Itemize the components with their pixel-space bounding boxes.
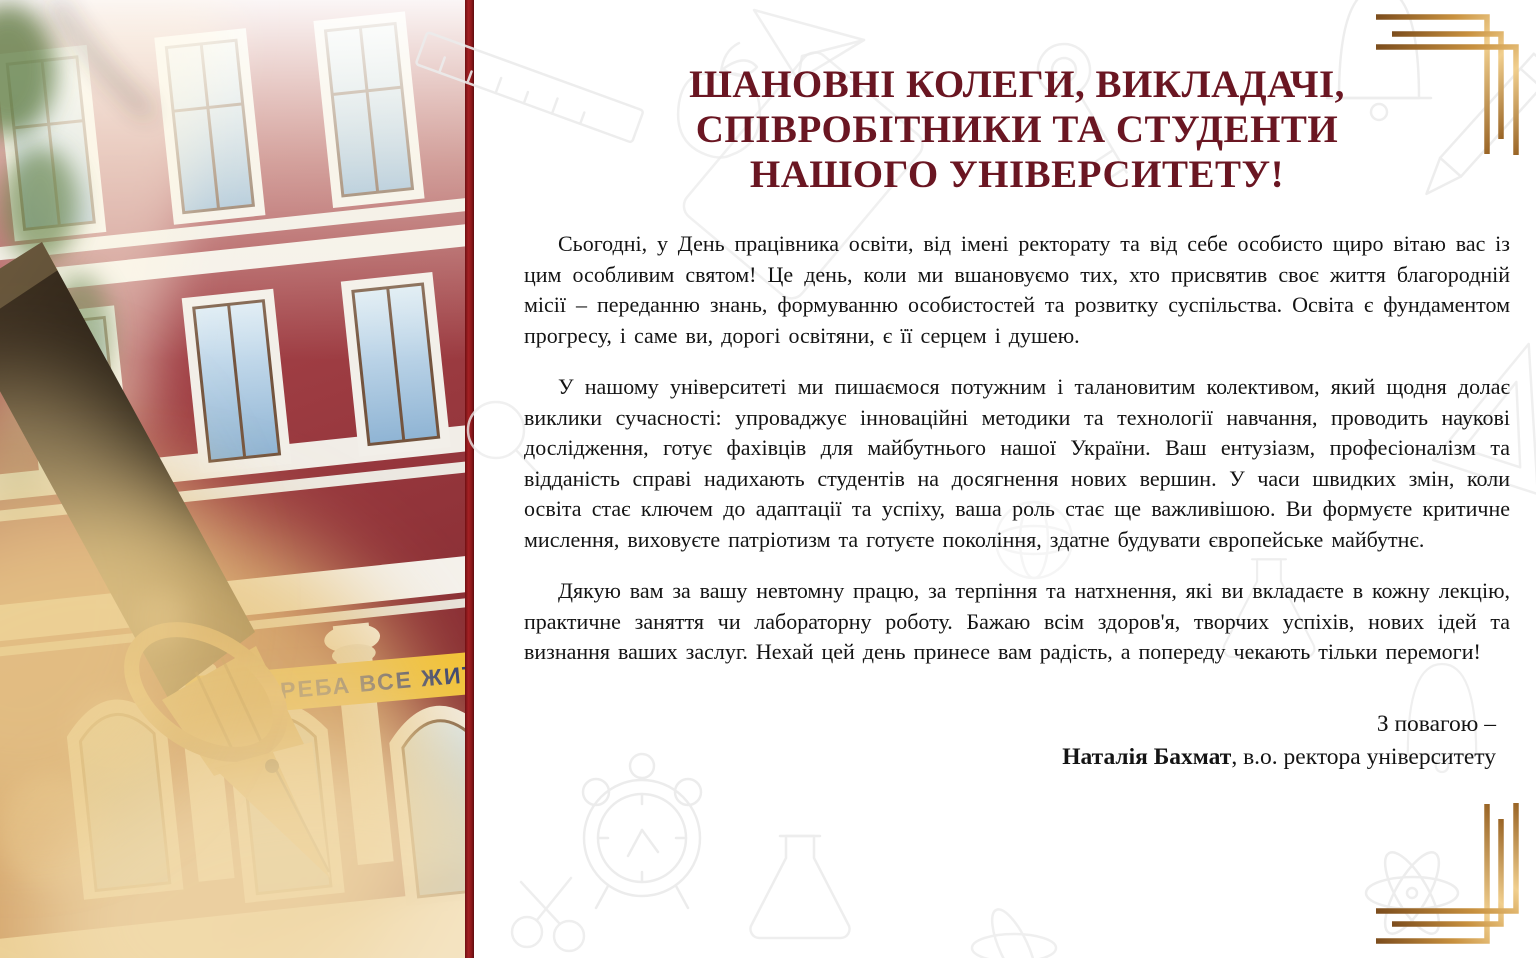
- title-line-3: НАШОГО УНІВЕРСИТЕТУ!: [749, 153, 1285, 196]
- title-line-2: СПІВРОБІТНИКИ ТА СТУДЕНТИ: [695, 108, 1339, 151]
- title-line-1: ШАНОВНІ КОЛЕГИ, ВИКЛАДАЧІ,: [689, 63, 1345, 106]
- greeting-paragraph-2: У нашому університеті ми пишаємося потужним і талановитим колективом, який щодня долає виклики сучасності: упроваджує інноваційні методики та технології навчання, проводить наукові дослідження, готує фахівців для майбутнього нашої України. Ваш ентузіазм, професіоналізм та відданість справі надихають студентів на досягнення нових вершин. У часи швидких змін, коли освіта стає ключем до адаптації та успіху, ваша роль стає ще важливішою. Ви формуєте критичне мислення, виховуєте патріотизм та готуєте покоління, здатне будувати європейське майбутнє.: [524, 374, 1510, 552]
- signature-line: [524, 741, 1496, 774]
- greeting-paragraph-3: Дякую вам за вашу невтомну працю, за терпіння та натхнення, які ви вкладаєте в кожну лекцію, практичне заняття чи лабораторну роботу. Бажаю всім здоров'я, творчих успіхів, нових ідей та визнання ваших заслуг. Нехай цей день принесе вам радість, а попереду чекають тільки перемоги!: [524, 578, 1510, 664]
- greeting-panel: [474, 0, 1536, 958]
- red-divider: [465, 0, 474, 958]
- page-title: [524, 62, 1510, 197]
- greeting-paragraph-1: Сьогодні, у День працівника освіти, від імені ректорату та від себе особисто щиро вітаю вас із цим особливим святом! Це день, коли ми вшановуємо тих, хто присвятив своє життя благородній місії – переданню знань, формуванню особистостей та розвитку суспільства. Освіта є фундаментом прогресу, і саме ви, дорогі освітяни, є її серцем і душею.: [524, 231, 1510, 348]
- greeting-copy: [524, 0, 1510, 774]
- signature-name: Наталія Бахмат: [1062, 743, 1232, 770]
- gold-corner-bottom-right-icon: [1368, 790, 1528, 952]
- signature-role: , в.о. ректора університету: [1231, 743, 1496, 770]
- signature-closing: З повагою –: [1376, 710, 1496, 737]
- signature: [524, 708, 1510, 774]
- university-photo: [0, 0, 466, 958]
